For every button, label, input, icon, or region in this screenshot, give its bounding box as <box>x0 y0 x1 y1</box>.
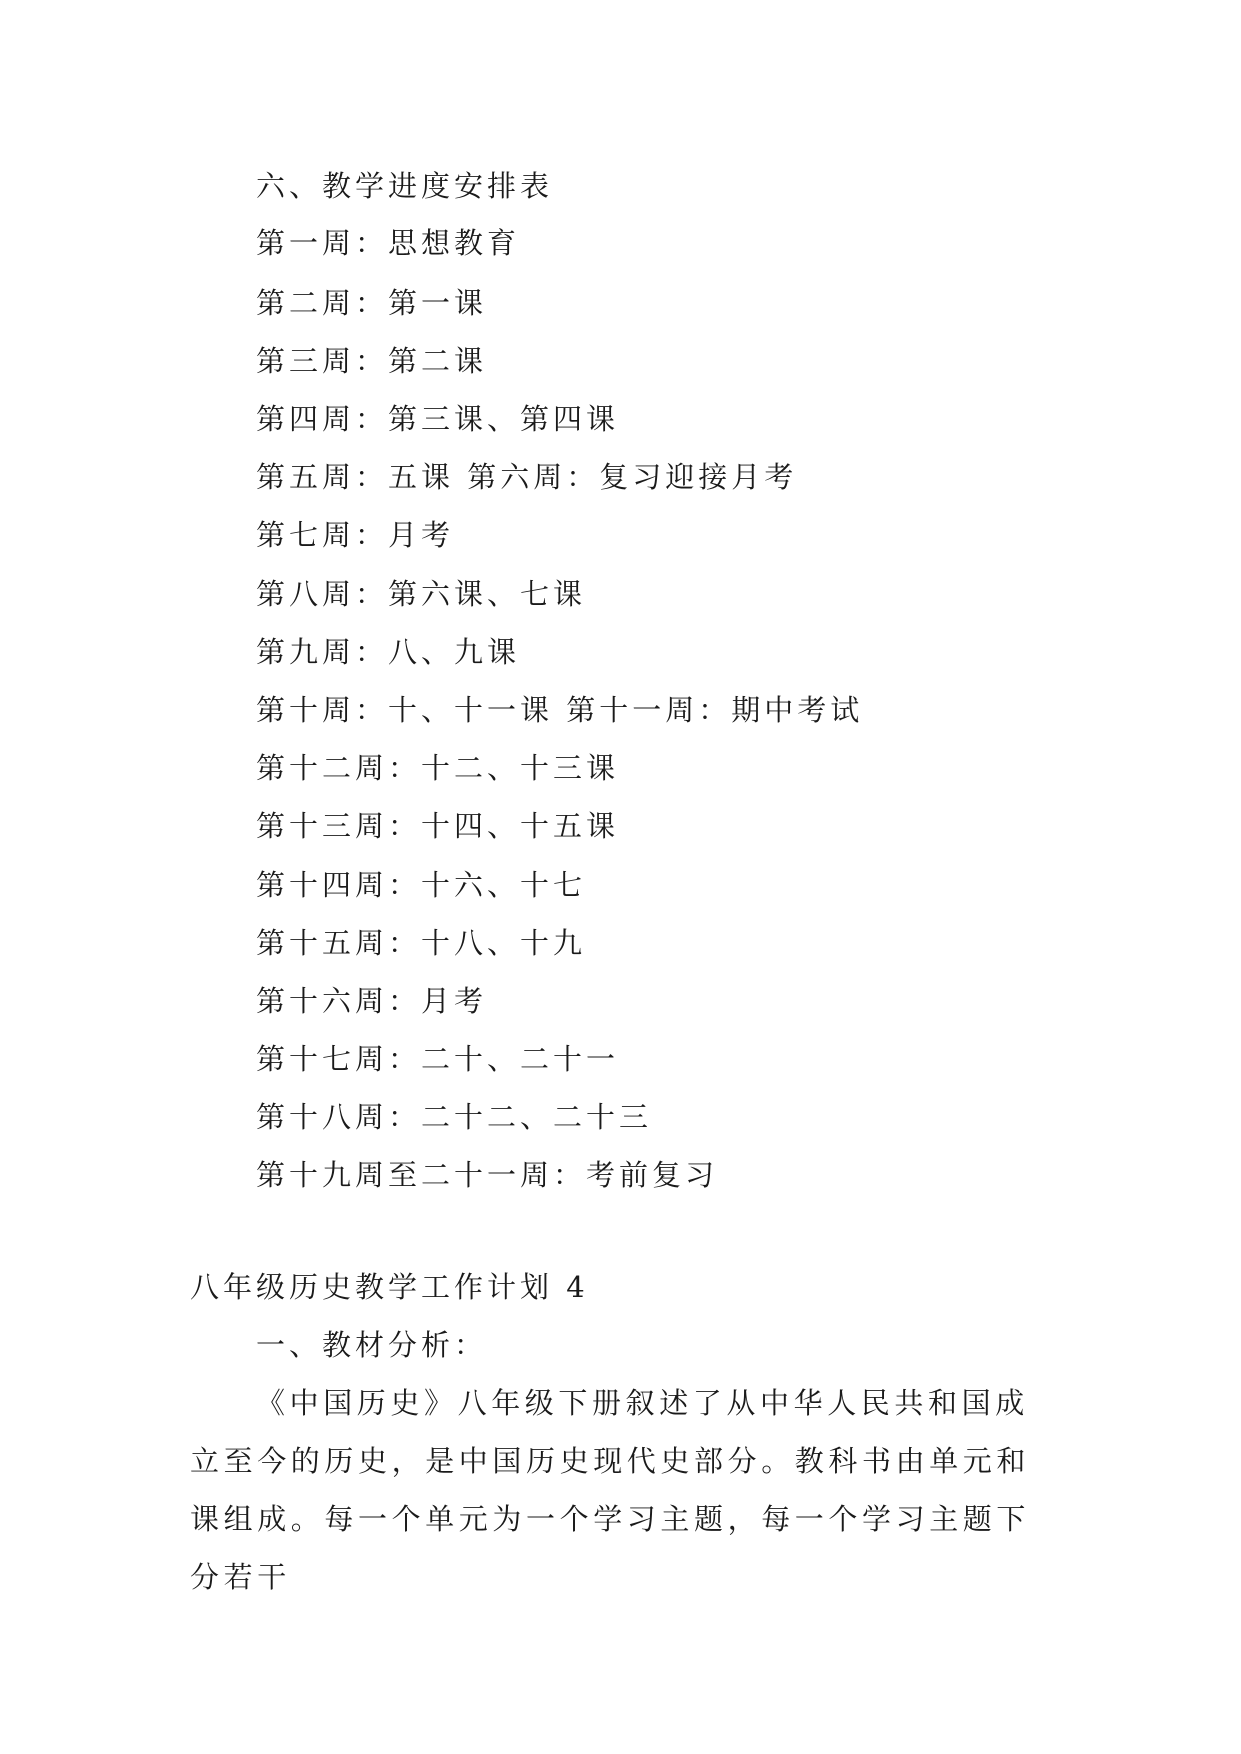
subsection-heading: 一、教材分析： <box>256 1328 488 1362</box>
schedule-item: 第十八周：二十二、二十三 <box>256 1100 653 1134</box>
schedule-item: 第十九周至二十一周：考前复习 <box>256 1158 719 1192</box>
body-paragraph: 《中国历史》八年级下册叙述了从中华人民共和国成立至今的历史，是中国历史现代史部分。教科书由单元和课组成。每一个单元为一个学习主题，每一个学习主题下分若干 <box>190 1386 1031 1594</box>
schedule-item: 第二周：第一课 <box>256 286 488 320</box>
schedule-item: 第十三周：十四、十五课 <box>256 809 620 843</box>
schedule-item: 第四周：第三课、第四课 <box>256 402 620 436</box>
schedule-item: 第十二周：十二、十三课 <box>256 751 620 785</box>
schedule-item: 第一周：思想教育 <box>256 226 521 260</box>
schedule-item: 第十六周：月考 <box>256 984 488 1018</box>
plan-title: 八年级历史教学工作计划 4 <box>190 1270 589 1304</box>
schedule-item: 第八周：第六课、七课 <box>256 577 587 611</box>
schedule-item: 第十七周：二十、二十一 <box>256 1042 620 1076</box>
schedule-item: 第十四周：十六、十七 <box>256 868 587 902</box>
schedule-item: 第十五周：十八、十九 <box>256 926 587 960</box>
schedule-item: 第三周：第二课 <box>256 344 488 378</box>
schedule-item: 第九周：八、九课 <box>256 635 521 669</box>
schedule-item: 第七周：月考 <box>256 518 455 552</box>
schedule-item: 第五周：五课 第六周：复习迎接月考 <box>256 460 798 494</box>
section-heading: 六、教学进度安排表 <box>256 169 554 203</box>
schedule-item: 第十周：十、十一课 第十一周：期中考试 <box>256 693 864 727</box>
